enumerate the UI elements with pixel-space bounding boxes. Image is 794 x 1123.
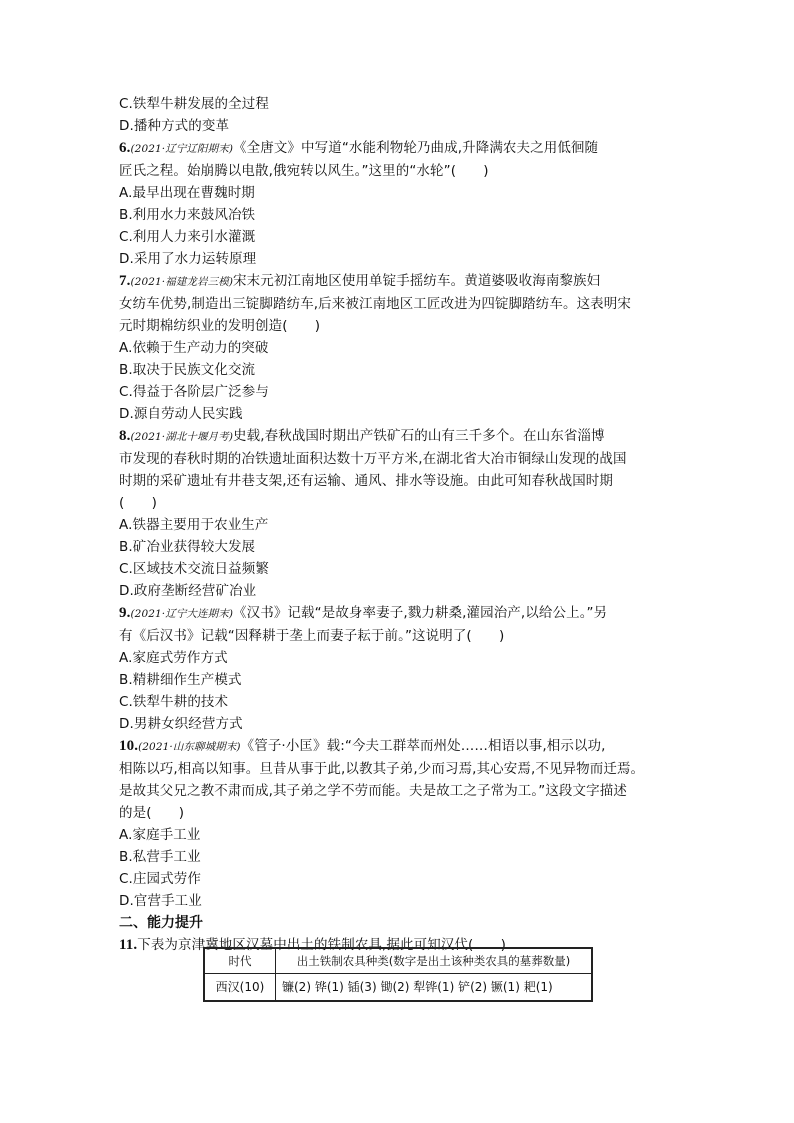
q5-option-d: D.播种方式的变革 <box>119 118 230 134</box>
q10-stem-line-4: 的是( ) <box>119 805 185 821</box>
q10-option-c: C.庄园式劳作 <box>119 871 201 887</box>
q8-stem-line-3: 时期的采矿遗址有井巷支架,还有运输、通风、排水等设施。由此可知春秋战国时期 <box>119 473 613 489</box>
q8-option-c: C.区域技术交流日益频繁 <box>119 561 269 577</box>
table-cell-tools: 镰(2) 铧(1) 锸(3) 锄(2) 犁铧(1) 铲(2) 镢(1) 耙(1) <box>276 974 593 1002</box>
table-header-row <box>204 948 592 974</box>
q7-source: (2021·福建龙岩三模) <box>130 276 234 288</box>
q6-option-d: D.采用了水力运转原理 <box>119 251 257 267</box>
q7-stem-line-3: 元时期棉纺织业的发明创造( ) <box>119 318 321 334</box>
q9-option-c: C.铁犁牛耕的技术 <box>119 694 229 710</box>
q10-number: 10 <box>119 738 135 754</box>
q7-option-c: C.得益于各阶层广泛参与 <box>119 384 269 400</box>
q6-option-a: A.最早出现在曹魏时期 <box>119 185 255 201</box>
q7-option-b: B.取决于民族文化交流 <box>119 362 256 378</box>
table-header-tools: 出土铁制农具种类(数字是出土该种类农具的墓葬数量) <box>276 948 593 974</box>
q8-stem-line-4: ( ) <box>119 495 157 511</box>
q8-option-a: A.铁器主要用于农业生产 <box>119 517 269 533</box>
q6-stem-line-2: 匠氏之程。始崩腾以电散,俄宛转以风生。”这里的“水轮”( ) <box>119 163 489 179</box>
q9-option-d: D.男耕女织经营方式 <box>119 716 243 732</box>
q8-option-d: D.政府垄断经营矿冶业 <box>119 583 257 599</box>
q7-option-d: D.源自劳动人民实践 <box>119 406 243 422</box>
q10-source: (2021·山东聊城期末) <box>138 741 241 753</box>
q10-stem-line-2: 相陈以巧,相高以知事。旦昔从事于此,以教其子弟,少而习焉,其心安焉,不见异物而迁焉。 <box>119 761 645 777</box>
q7-option-a: A.依赖于生产动力的突破 <box>119 340 269 356</box>
table-row <box>204 974 592 1002</box>
q10-stem-line-3: 是故其父兄之教不肃而成,其子弟之学不劳而能。夫是故工之子常为工。”这段文字描述 <box>119 783 627 799</box>
table-cell-era: 西汉(10) <box>204 974 276 1002</box>
q10-option-a: A.家庭手工业 <box>119 827 201 843</box>
q8-number: 8 <box>119 428 127 444</box>
q7-stem-line-1: 7.(2021·福建龙岩三模)宋末元初江南地区使用单锭手摇纺车。黄道婆吸收海南黎族妇 <box>119 273 601 289</box>
q6-option-c: C.利用人力来引水灌溉 <box>119 229 256 245</box>
q11-table <box>203 947 593 1002</box>
q9-option-a: A.家庭式劳作方式 <box>119 650 228 666</box>
q8-stem-line-1: 8.(2021·湖北十堰月考)史载,春秋战国时期出产铁矿石的山有三千多个。在山东省淄博 <box>119 428 605 444</box>
question-page <box>119 93 679 956</box>
q6-stem-line-1: 6.(2021·辽宁辽阳期末)《全唐文》中写道“水能利物轮乃曲成,升降满农夫之用低徊随 <box>119 140 599 156</box>
q7-stem-line-2: 女纺车优势,制造出三锭脚踏纺车,后来被江南地区工匠改进为四锭脚踏纺车。这表明宋 <box>119 296 631 312</box>
q10-option-d: D.官营手工业 <box>119 893 202 909</box>
q9-stem-line-2: 有《后汉书》记载“因释耕于垄上而妻子耘于前。”这说明了( ) <box>119 628 505 644</box>
q7-number: 7 <box>119 273 127 289</box>
q8-source: (2021·湖北十堰月考) <box>130 431 234 443</box>
section-heading: 二、能力提升 <box>119 915 203 931</box>
q8-stem-line-2: 市发现的春秋时期的冶铁遗址面积达数十万平方米,在湖北省大冶市铜绿山发现的战国 <box>119 451 627 467</box>
q11-stem: 11.下表为京津冀地区汉墓中出土的铁制农具,据此可知汉代( ) <box>119 937 506 953</box>
q9-option-b: B.精耕细作生产模式 <box>119 672 242 688</box>
q8-option-b: B.矿冶业获得较大发展 <box>119 539 256 555</box>
q10-option-b: B.私营手工业 <box>119 849 201 865</box>
table-header-era: 时代 <box>204 948 276 974</box>
q5-option-c: C.铁犁牛耕发展的全过程 <box>119 96 269 112</box>
q10-stem-line-1: 10.(2021·山东聊城期末)《管子·小匡》载:“今夫工群萃而州处……相语以事,相示以功, <box>119 738 606 754</box>
q9-number: 9 <box>119 605 127 621</box>
q6-option-b: B.利用水力来鼓风冶铁 <box>119 207 256 223</box>
q6-number: 6 <box>119 140 127 156</box>
q11-number: 11 <box>119 937 134 953</box>
q9-source: (2021·辽宁大连期末) <box>130 608 234 620</box>
q6-source: (2021·辽宁辽阳期末) <box>130 143 234 155</box>
q9-stem-line-1: 9.(2021·辽宁大连期末)《汉书》记载“是故身率妻子,戮力耕桑,灌园治产,以给公上。”另 <box>119 605 608 621</box>
